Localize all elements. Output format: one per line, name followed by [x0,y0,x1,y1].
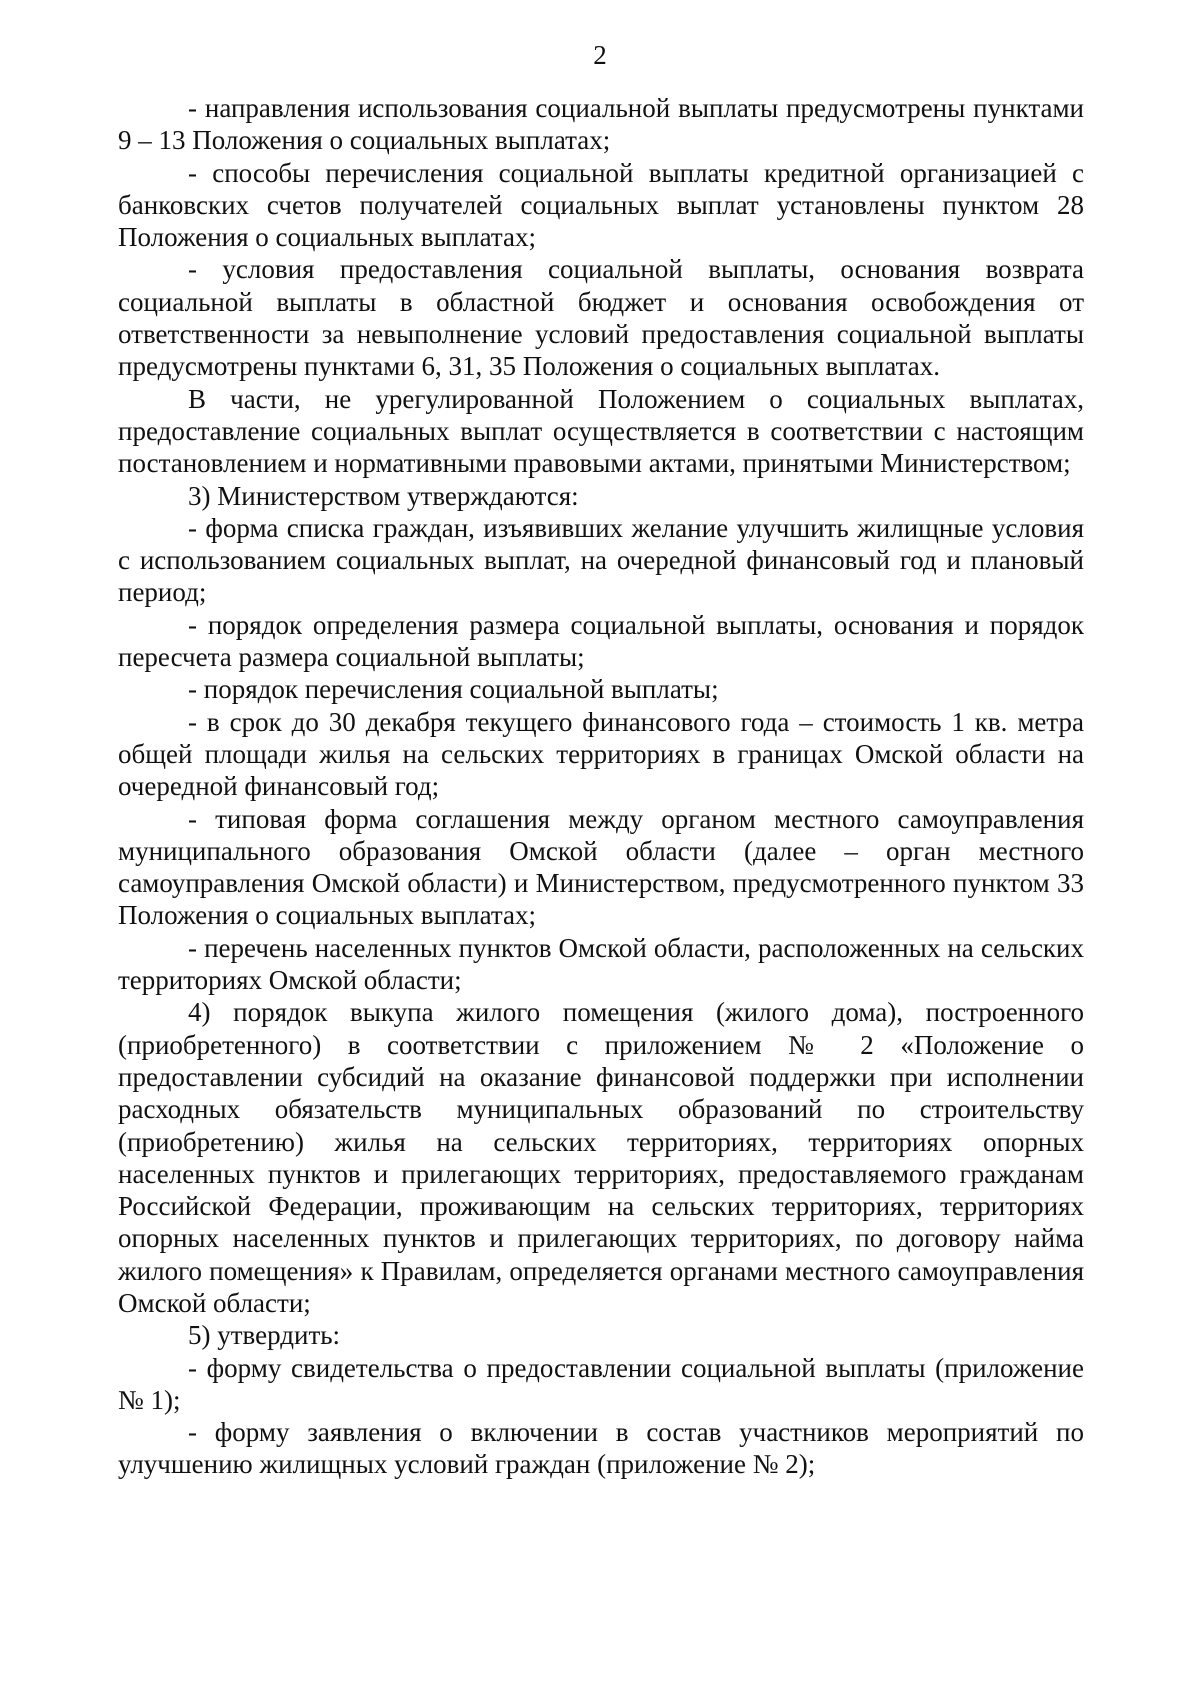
paragraph: 5) утвердить: [188,1320,341,1351]
paragraph: - перечень населенных пунктов Омской области, расположенных на сельских территориях Омской области; [118,932,1091,996]
paragraph: - порядок перечисления социальной выплаты; [188,674,719,705]
paragraph: - направления использования социальной выплаты предусмотрены пунктами 9 – 13 Положения о социальных выплатах; [118,93,1091,156]
paragraph: 3) Министерством утверждаются: [188,480,579,511]
paragraph: - форму свидетельства о предоставлении социальной выплаты (приложение № 1); [118,1352,1091,1415]
paragraph: В части, не урегулированной Положением о социальных выплатах, предоставление социальных выплат осуществляется в соответствии с настоящим постановлением и нормативными правовыми актами, принятыми Министерством; [118,383,1091,479]
paragraph: - порядок определения размера социальной выплаты, основания и порядок пересчета размера социальной выплаты; [118,609,1091,673]
paragraph: - условия предоставления социальной выплаты, основания возврата социальной выплаты в областной бюджет и основания освобождения от ответственности за невыполнение условий предоставления социальной выплаты предусмотрены пунктами 6, 31, 35 Положения о социальных выплатах. [118,254,1091,382]
paragraph: - способы перечисления социальной выплаты кредитной организацией с банковских счетов получателей социальных выплат установлены пунктом 28 Положения о социальных выплатах; [118,157,1091,253]
page-number: 2 [593,40,607,70]
paragraph: - форма списка граждан, изъявивших желание улучшить жилищные условия с использованием социальных выплат, на очередной финансовый год и плановый период; [118,512,1091,608]
paragraph: - типовая форма соглашения между органом местного самоуправления муниципального образования Омской области (далее – орган местного самоуправления Омской области) и Министерством, предусмотренного пунктом 33 Положения о социальных выплатах; [118,803,1091,931]
paragraph: - форму заявления о включении в состав участников мероприятий по улучшению жилищных условий граждан (приложение № 2); [118,1417,1091,1480]
paragraph: - в срок до 30 декабря текущего финансового года – стоимость 1 кв. метра общей площади жилья на сельских территориях в границах Омской области на очередной финансовый год; [118,706,1091,802]
document-body [118,92,1091,1481]
paragraph: 4) порядок выкупа жилого помещения (жилого дома), построенного (приобретенного) в соответствии с приложением № 2 «Положение о предоставлении субсидий на оказание финансовой поддержки при исполнении расходных обязательств муниципальных образований по строительству (приобретению) жилья на сельских территориях, территориях опорных населенных пунктов и прилегающих территориях, предоставляемого гражданам Российской Федерации, проживающим на сельских территориях, территориях опорных населенных пунктов и прилегающих территориях, по договору найма жилого помещения» к Правилам, определяется органами местного самоуправления Омской области; [118,997,1091,1318]
